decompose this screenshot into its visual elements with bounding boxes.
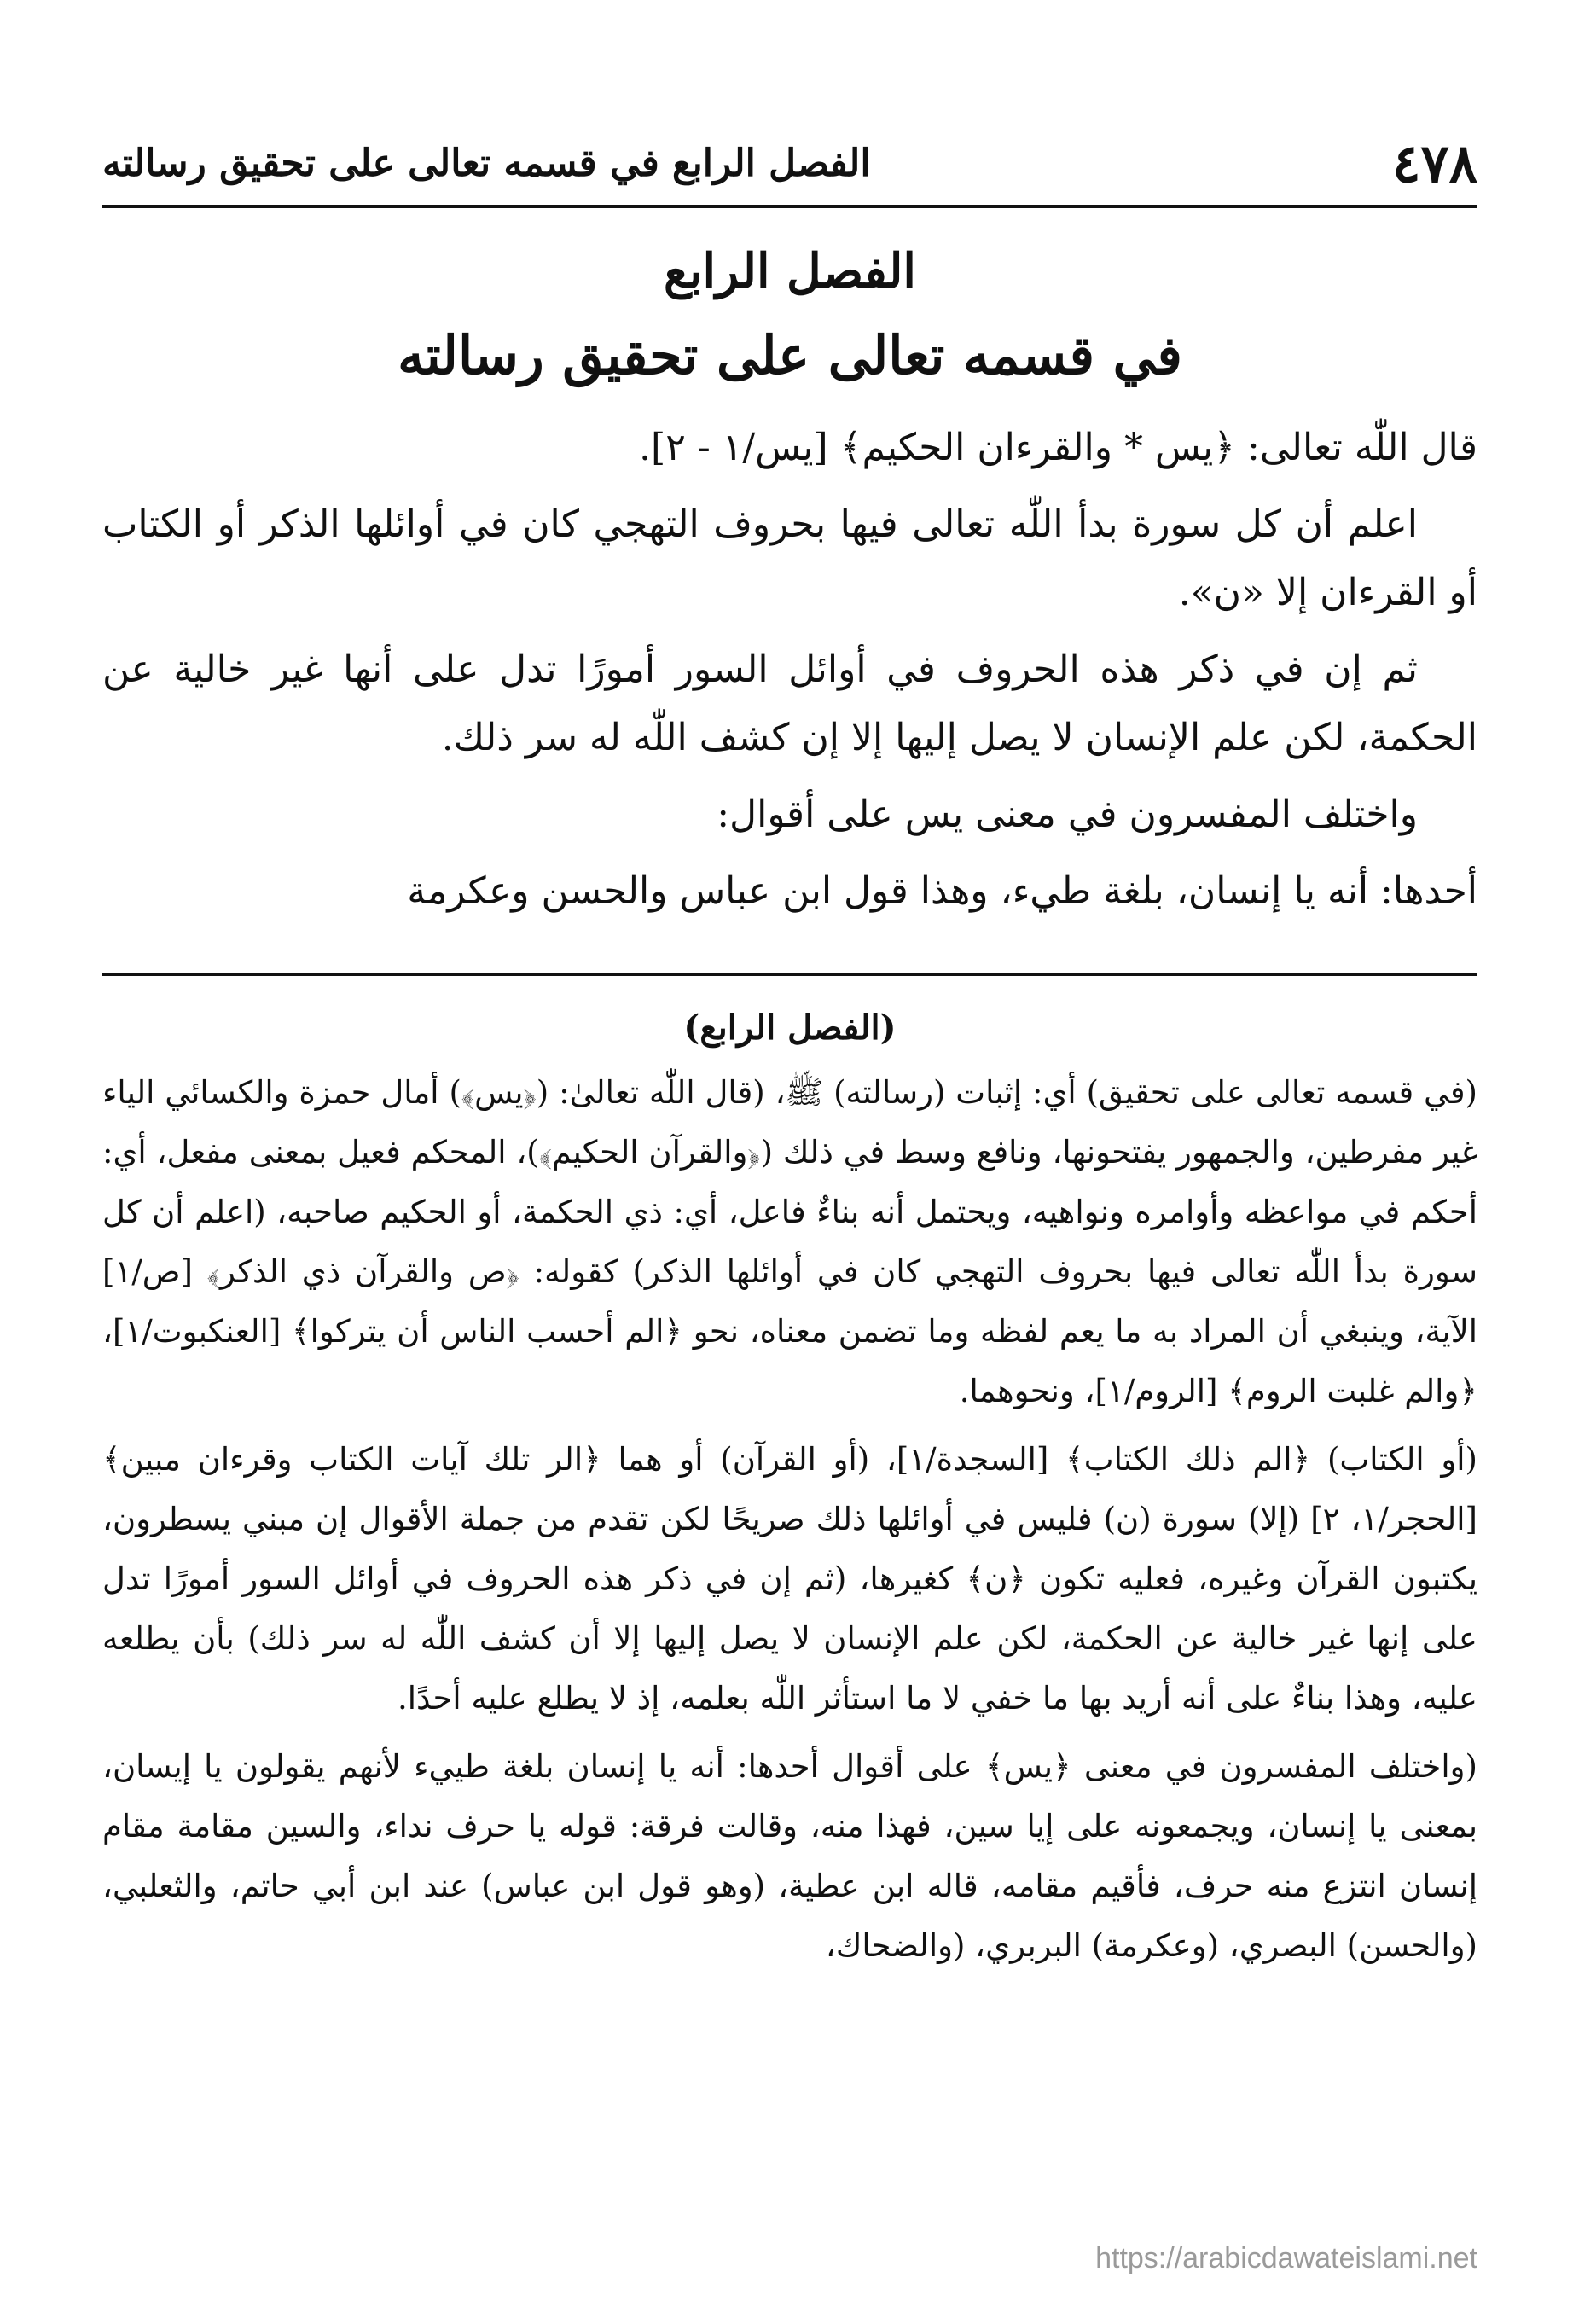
page-number: ٤٧٨: [1392, 131, 1477, 195]
running-header: [102, 128, 1477, 198]
main-paragraph: اعلم أن كل سورة بدأ اللّٰه تعالى فيها بحروف التهجي كان في أوائلها الذكر أو الكتاب أو القرءان إلا «ن».: [102, 503, 1477, 614]
running-title: الفصل الرابع في قسمه تعالى على تحقيق رسالته: [102, 141, 871, 185]
chapter-title: الفصل الرابع: [664, 243, 916, 299]
main-paragraph: واختلف المفسرون في معنى يس على أقوال:: [717, 793, 1418, 836]
section-divider: [102, 973, 1477, 976]
main-paragraph: قال اللّٰه تعالى: ﴿يس * والقرءان الحكيم﴾ [يس/١ - ٢].: [639, 426, 1477, 469]
watermark: https://arabicdawateislami.net: [1095, 2242, 1477, 2275]
chapter-subtitle: في قسمه تعالى على تحقيق رسالته: [398, 324, 1182, 386]
main-text: [102, 414, 1477, 934]
commentary: [102, 998, 1477, 1984]
header-rule: [102, 205, 1477, 208]
commentary-paragraph: (في قسمه تعالى على تحقيق) أي: إثبات (رسالته) ﷺ، (قال اللّٰه تعالىٰ: (﴿يس﴾) أمال حمزة والكسائي الياء غير مفرطين، والجمهور يفتحونها، ونافع وسط في ذلك (﴿والقرآن الحكيم﴾)، المحكم فعيل بمعنى مفعل، أي: أحكم في مواعظه وأوامره ونواهيه، ويحتمل أنه بناءٌ فاعل، أي: ذي الحكمة، أو الحكيم صاحبه، (اعلم أن كل سورة بدأ اللّٰه تعالى فيها بحروف التهجي كان في أوائلها الذكر) كقوله: ﴿ص والقرآن ذي الذكر﴾ [ص/١] الآية، وينبغي أن المراد به ما يعم لفظه وما تضمن معناه، نحو ﴿الم أحسب الناس أن يتركوا﴾ [العنكبوت/١]، ﴿والم غلبت الروم﴾ [الروم/١]، ونحوهما.: [102, 1074, 1477, 1409]
commentary-paragraph: (أو الكتاب) ﴿الم ذلك الكتاب﴾ [السجدة/١]، (أو القرآن) أو هما ﴿الر تلك آيات الكتاب وقرءان مبين﴾ [الحجر/١، ٢] (إلا) سورة (ن) فليس في أوائلها ذلك صريحًا لكن تقدم من جملة الأقوال إن مبني يسطرون، يكتبون القرآن وغيره، فعليه تكون ﴿ن﴾ كغيرها، (ثم إن في ذكر هذه الحروف في أوائل السور أمورًا تدل على إنها غير خالية عن الحكمة، لكن علم الإنسان لا يصل إليها إلا أن كشف اللّٰه له سر ذلك) بأن يطلعه عليه، وهذا بناءٌ على أنه أريد بها ما خفي لا ما استأثر اللّٰه بعلمه، إذ لا يطلع عليه أحدًا.: [102, 1441, 1477, 1717]
commentary-title: (الفصل الرابع): [683, 1008, 897, 1048]
main-paragraph: أحدها: أنه يا إنسان، بلغة طيء، وهذا قول ابن عباس والحسن وعكرمة: [407, 869, 1477, 913]
main-paragraph: ثم إن في ذكر هذه الحروف في أوائل السور أمورًا تدل على أنها غير خالية عن الحكمة، لكن علم الإنسان لا يصل إليها إلا إن كشف اللّٰه له سر ذلك.: [102, 648, 1477, 759]
commentary-paragraph: (واختلف المفسرون في معنى ﴿يس﴾ على أقوال أحدها: أنه يا إنسان بلغة طييء لأنهم يقولون يا إيسان، بمعنى يا إنسان، ويجمعونه على إيا سين، فهذا منه، وقالت فرقة: قوله يا حرف نداء، والسين مقامة مقام إنسان انتزع منه حرف، فأقيم مقامه، قاله ابن عطية، (وهو قول ابن عباس) عند ابن أبي حاتم، والثعلبي، (والحسن) البصري، (وعكرمة) البربري، (والضحاك،: [102, 1748, 1477, 1964]
